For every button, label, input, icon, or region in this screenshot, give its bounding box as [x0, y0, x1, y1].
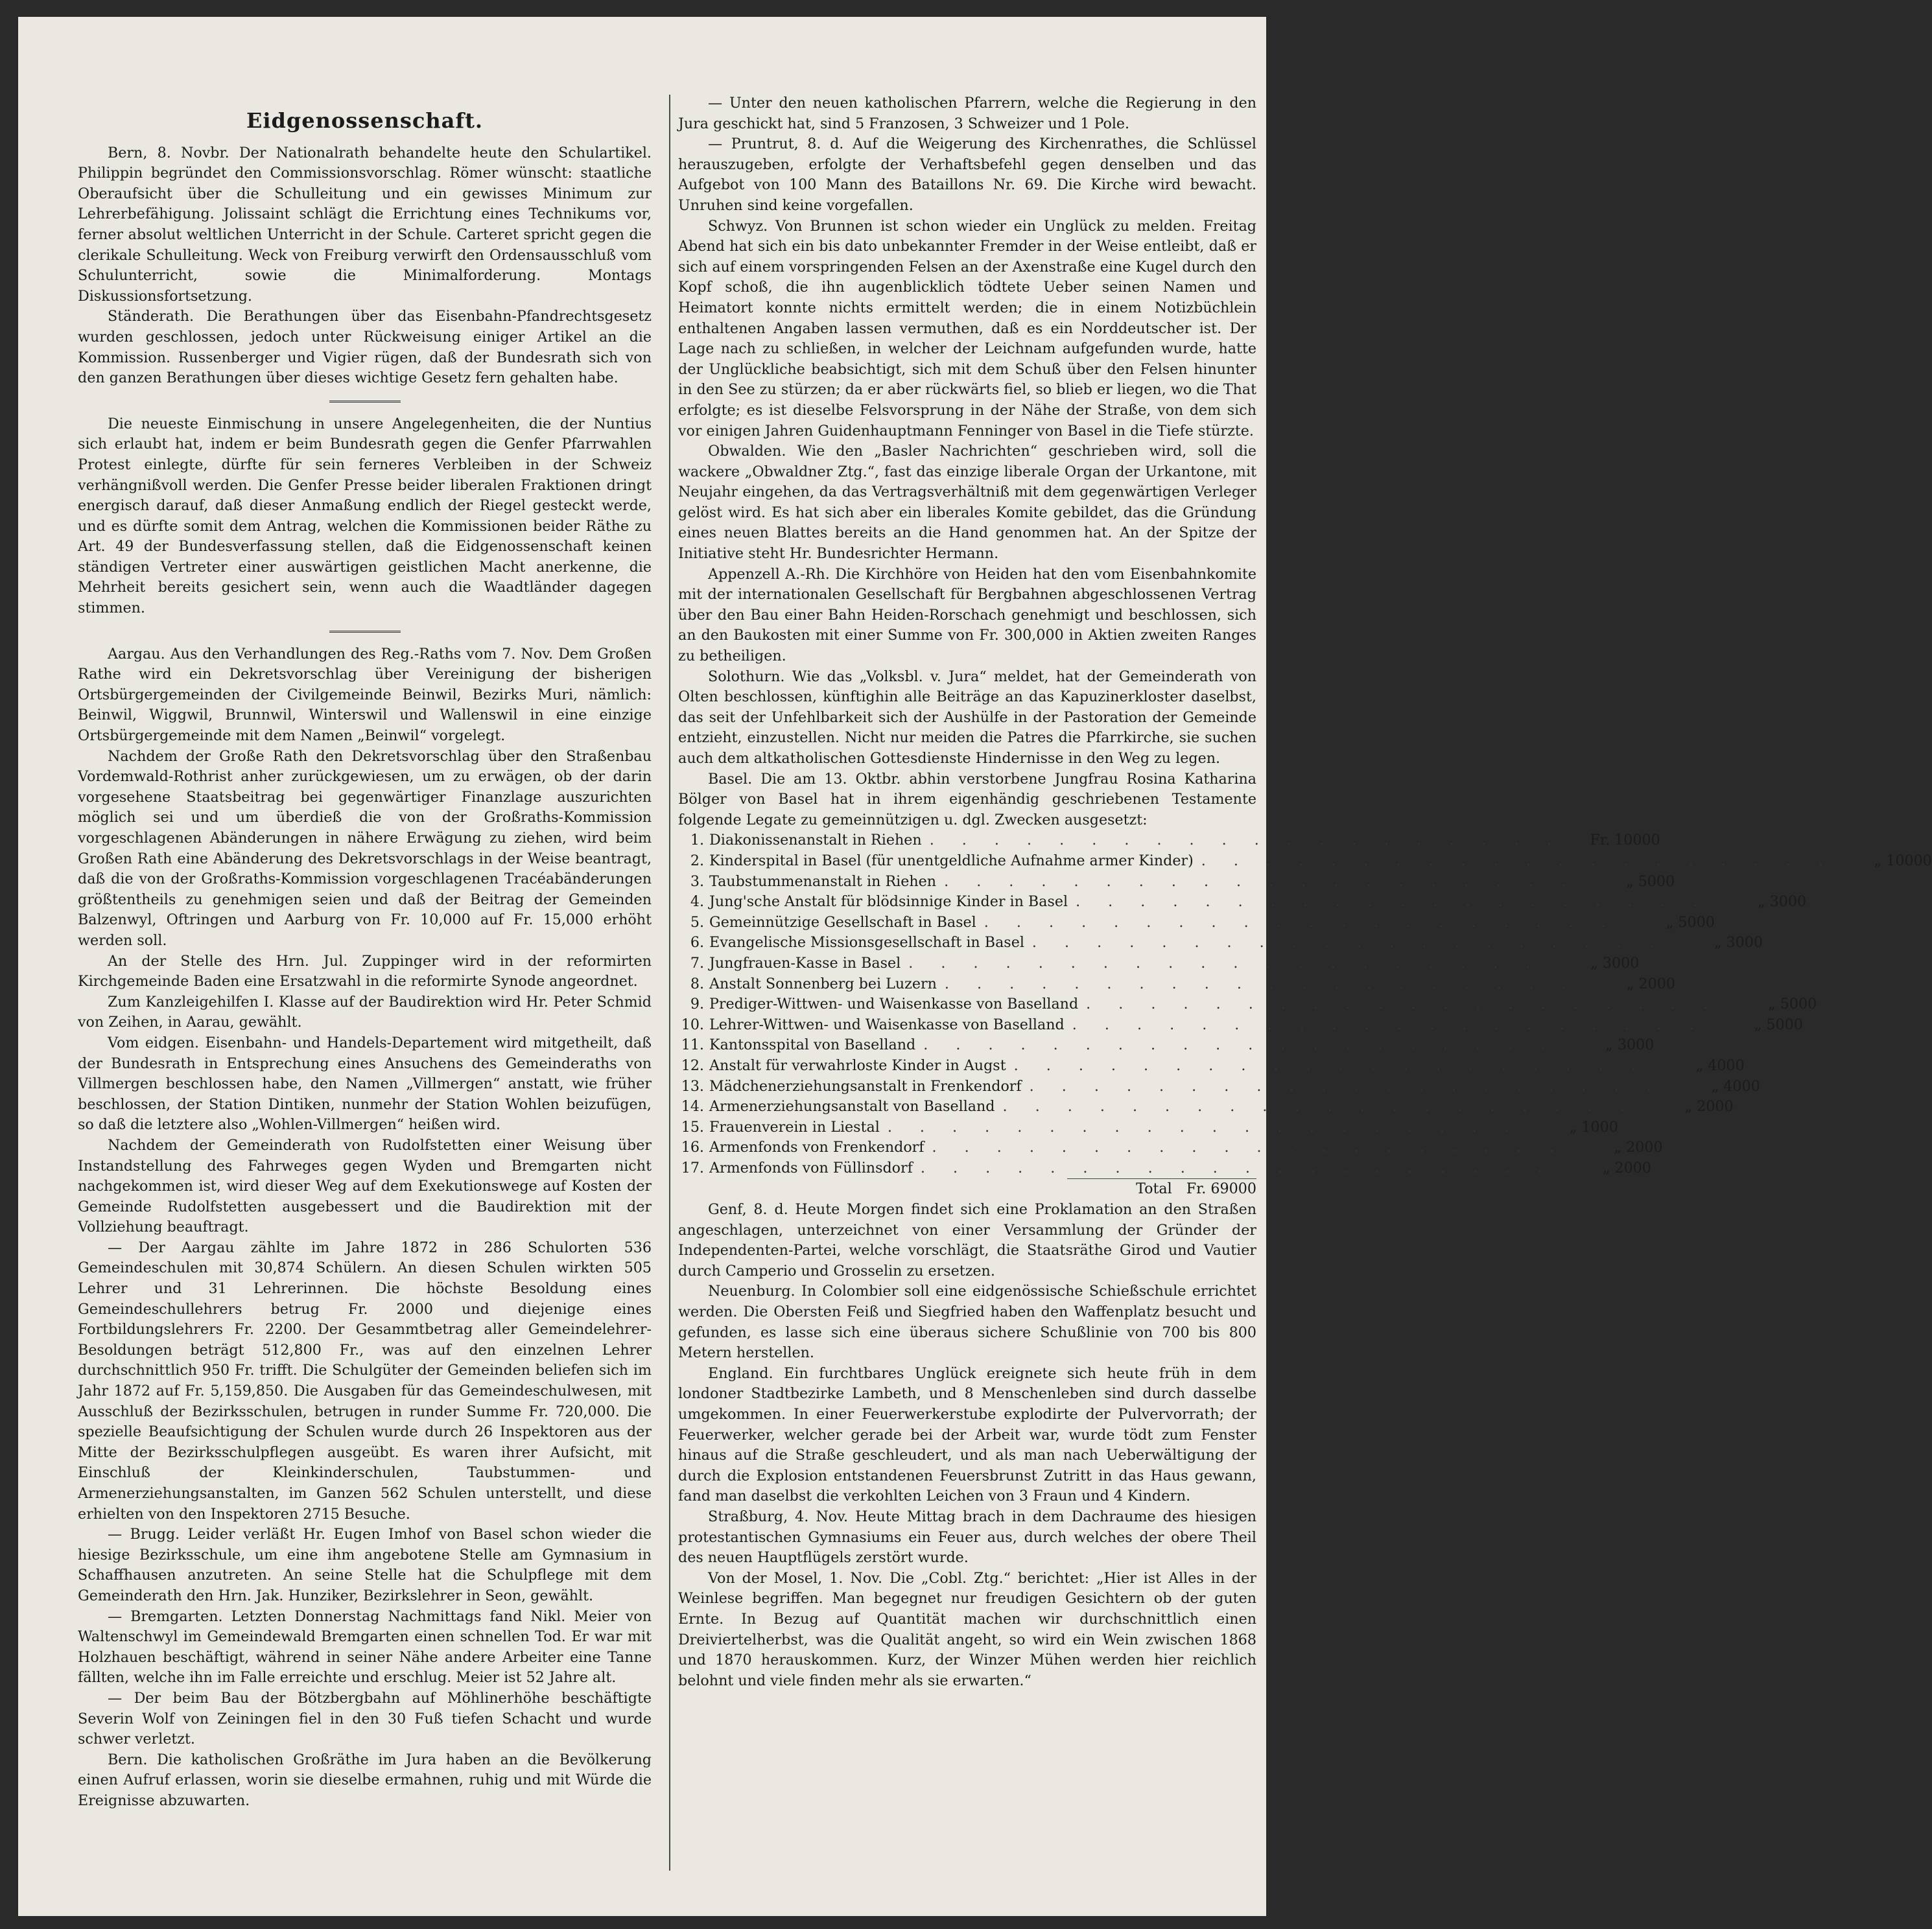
legate-number: 3.	[690, 872, 704, 890]
legate-number: 2.	[690, 852, 704, 869]
legate-text: Prediger-Wittwen- und Waisenkasse von Baselland	[709, 996, 1079, 1013]
legate-text: Armenfonds von Füllinsdorf	[709, 1159, 913, 1176]
legate-item	[678, 1077, 1760, 1097]
legate-amount: „ 5000	[1666, 913, 1715, 931]
article-strassenbau: Nachdem der Große Rath den Dekretsvorschlag über den Straßenbau Vordemwald-Rothrist anher zurückgewiesen, um zu erwägen, ob der darin vorgesehene Staatsbeitrag bei gegenwärtiger Finanzlage auszurichten möglich sei und um überdieß die von der Großraths-Kommission vorgeschlagenen Abänderungen in nähere Erwägung zu ziehen, wird beim Großen Rath eine Abänderung des Dekretsvorschlags in der Weise beantragt, daß die von der Großraths-Kommission vorgeschlagenen Tracéabänderungen größtentheils zu genehmigen seien und daß der Beitrag der Gemeinden Balzenwyl, Oftringen und Aarburg von Fr. 10,000 auf Fr. 15,000 erhöht werden soll.	[78, 747, 652, 949]
article-solothurn: Solothurn. Wie das „Volksbl. v. Jura“ meldet, hat der Gemeinderath von Olten beschlossen, künftighin alle Beiträge an das Kapuzinerkloster daselbst, das seit der Unfehlbarkeit sich der Aushülfe in der Pastoration der Gemeinde entzieht, einzustellen. Nicht nur meiden die Patres die Pfarrkirche, sie suchen auch dem altkatholischen Gottesdienste Hindernisse in den Weg zu legen.	[678, 668, 1256, 767]
legate-text: Evangelische Missionsgesellschaft in Basel	[709, 934, 1024, 952]
legate-item	[678, 1035, 1655, 1056]
legate-amount: „ 4000	[1711, 1077, 1760, 1095]
article-genf: Genf, 8. d. Heute Morgen findet sich eine Proklamation an den Straßen angeschlagen, unterzeichnet von einer Versammlung der Gründer der Independenten-Partei, welche vorschlägt, die Staatsräthe Girod und Vautier durch Camperio und Grosselin zu ersetzen.	[678, 1201, 1256, 1280]
legate-amount: „ 1000	[1569, 1118, 1618, 1136]
article-basel: Basel. Die am 13. Oktbr. abhin verstorbene Jungfrau Rosina Katharina Bölger von Basel hat in ihrem eigenhändig geschriebenen Testamente folgende Legate zu gemeinnützigen u. dgl. Zwecken ausgesetzt:	[678, 770, 1256, 828]
legate-item	[678, 892, 1807, 913]
legate-number: 11.	[681, 1036, 704, 1054]
legate-amount: „ 2000	[1614, 1139, 1663, 1156]
legate-amount: „ 3000	[1714, 934, 1763, 952]
legate-text: Armenfonds von Frenkendorf	[709, 1139, 925, 1156]
legate-item	[678, 1056, 1745, 1077]
legate-number: 1.	[690, 832, 704, 849]
legate-number: 4.	[690, 893, 704, 911]
legate-number: 15.	[681, 1118, 704, 1136]
divider	[329, 631, 401, 635]
article-appenzell: Appenzell A.-Rh. Die Kirchhöre von Heiden hat den vom Eisenbahnkomite mit der internationalen Gesellschaft für Bergbahnen abgeschlossenen Vertrag über den Bau einer Bahn Heiden-Rorschach genehmigt und beschlossen, sich an den Baukosten mit einer Summe von Fr. 300,000 in Aktien zweiten Ranges zu betheiligen.	[678, 565, 1256, 665]
right-column	[678, 93, 1932, 1691]
left-column	[78, 108, 652, 1812]
legate-item	[678, 1097, 1734, 1117]
legate-text: Jungfrauen-Kasse in Basel	[709, 954, 901, 972]
leader-dots: . . . . . . . . . . . . . . . . . . . .	[944, 975, 1578, 992]
article-nationalrath: Bern, 8. Novbr. Der Nationalrath behandelte heute den Schulartikel. Philippin begründet den Commissionsvorschlag. Römer wünscht: staatliche Oberaufsicht über die Schulleitung und ein gewisses Minimum zur Lehrerbefähigung. Jolissaint schlägt die Errichtung eines Technikums vor, ferner absolut weltlichen Unterricht in der Schule. Carteret spricht gegen die clerikale Schulleitung. Weck von Freiburg verwirft den Ordensausschluß vom Schulunterricht, sowie die Minimalforderung. Montags Diskussionsfortsetzung.	[78, 144, 652, 305]
article-england: England. Ein furchtbares Unglück ereignete sich heute früh in dem londoner Stadtbezirke Lambeth, und 8 Menschenleben sind durch dasselbe umgekommen. In einer Feuerwerkerstube explodirte der Pulvervorrath; der Feuerwerker, welcher gerade bei der Arbeit war, wurde tödt zum Fenster hinaus auf die Straße geschleudert, und als man nach Ueberwältigung der durch die Explosion entstandenen Feuersbrunst Zutritt in das Haus gewann, fand man daselbst die verkohlten Leichen von 3 Fraun und 4 Kindern.	[678, 1364, 1256, 1505]
article-bremgarten: — Bremgarten. Letzten Donnerstag Nachmittags fand Nikl. Meier von Waltenschwyl im Gemeindewald Bremgarten einen schnellen Tod. Er war mit Holzhauen beschäftigt, während in seiner Nähe andere Arbeiter eine Tanne fällten, welche ihn im Falle erreichte und erschlug. Meier ist 52 Jahre alt.	[78, 1608, 652, 1687]
legate-text: Armenerziehungsanstalt von Baselland	[709, 1098, 995, 1116]
leader-dots: . . . . . . . . . . . . . . . . . . . .	[887, 1118, 1521, 1136]
column-rule	[669, 95, 670, 1871]
legate-item	[678, 953, 1640, 974]
legate-item	[678, 1015, 1803, 1036]
legate-text: Kantonsspital von Baselland	[709, 1036, 916, 1054]
legate-amount: „ 2000	[1626, 975, 1675, 992]
legate-text: Anstalt für verwahrloste Kinder in Augst	[709, 1057, 1006, 1074]
legate-number: 10.	[681, 1016, 704, 1033]
legate-item	[678, 994, 1817, 1015]
section-title: Eidgenossenschaft.	[246, 108, 484, 133]
legate-text: Jung'sche Anstalt für blödsinnige Kinder in Basel	[709, 893, 1068, 911]
legate-item	[678, 1117, 1618, 1138]
legate-number: 9.	[690, 996, 704, 1013]
legate-text: Frauenverein in Liestal	[709, 1118, 880, 1136]
legate-item	[678, 933, 1763, 953]
article-neuenburg: Neuenburg. In Colombier soll eine eidgenössische Schießschule errichtet werden. Die Obersten Feiß und Siegfried haben den Waffenplatz besucht und gefunden, es lasse sich eine überaus sichere Schußlinie von 700 bis 800 Metern herstellen.	[678, 1283, 1256, 1362]
article-nuntius: Die neueste Einmischung in unsere Angelegenheiten, die der Nuntius sich erlaubt hat, indem er beim Bundesrath gegen die Genfer Pfarrwahlen Protest einlegte, dürfte für sein ferneres Verbleiben in der Schweiz verhängnißvoll werden. Die Genfer Presse beider liberalen Fraktionen dringt energisch darauf, daß dieser Anmaßung endlich der Riegel gesteckt werde, und es dürfte somit dem Antrag, welchen die Kommissionen beider Räthe zu Art. 49 der Bundesverfassung stellen, daß die Eidgenossenschaft keinen ständigen Vertreter einer auswärtigen geistlichen Macht anerkenne, die Mehrheit bereits gesichert sein, wenn auch die Waadtländer dagegen stimmen.	[78, 415, 652, 617]
article-obwalden: Obwalden. Wie den „Basler Nachrichten“ geschrieben wird, soll die wackere „Obwaldner Ztg.“, fast das einzige liberale Organ der Urkantone, mit Neujahr eingehen, da das Vertragsverhältniß mit dem gegenwärtigen Verleger gelöst wird. Es hat sich aber ein liberales Komite gebildet, das die Gründung eines neuen Blattes bereits an die Hand genommen hat. An der Spitze der Initiative steht Hr. Bundesrichter Hermann.	[678, 443, 1256, 563]
leader-dots: . . . . . . . . . . . . . . . . . . . .	[1076, 893, 1710, 911]
legate-item	[678, 1138, 1663, 1158]
legate-item	[678, 913, 1715, 933]
article-rudolfstetten: Nachdem der Gemeinderath von Rudolfstetten einer Weisung über Instandstellung des Fahrweges gegen Wyden und Bremgarten nicht nachgekommen ist, wird dieser Weg auf dem Exekutionswege auf Kosten der Gemeinde Rudolfstetten ausgebessert und die Baudirektion mit der Vollziehung beauftragt.	[78, 1136, 652, 1236]
divider	[329, 401, 401, 405]
article-bern-jura: Bern. Die katholischen Großräthe im Jura haben an die Bevölkerung einen Aufruf erlassen, worin sie dieselbe ermahnen, ruhig und mit Würde die Ereignisse abzuwarten.	[78, 1751, 652, 1809]
leader-dots: . . . . . . . . . . . . . . . . . . . .	[1029, 1077, 1663, 1095]
leader-dots: . . . . . . . . . . . . . . . . . . . .	[944, 872, 1578, 890]
total-value: Fr. 69000	[1186, 1180, 1256, 1198]
legate-item	[678, 830, 1660, 851]
legate-number: 14.	[681, 1098, 704, 1116]
leader-dots: . . . . . . . . . . . . . . . . . . . .	[1031, 934, 1666, 952]
leader-dots: . . . . . . . . . . . . . . . . . . . .	[1002, 1098, 1636, 1116]
legate-amount: „ 2000	[1602, 1159, 1651, 1176]
article-brugg: — Brugg. Leider verläßt Hr. Eugen Imhof von Basel schon wieder die hiesige Bezirksschule, um eine ihm angebotene Stelle am Gymnasium in Schaffhausen anzutreten. An seine Stelle hat die Schulpflege mit dem Gemeinderath den Hrn. Jak. Hunziker, Bezirkslehrer in Seon, gewählt.	[78, 1526, 652, 1604]
legate-number: 17.	[681, 1159, 704, 1176]
legate-item	[678, 1158, 1651, 1179]
leader-dots: . . . . . . . . . . . . . . . . . . . .	[929, 832, 1563, 849]
legate-text: Lehrer-Wittwen- und Waisenkasse von Baselland	[709, 1016, 1065, 1033]
legate-list	[678, 830, 1932, 1178]
legate-amount: „ 3000	[1590, 954, 1640, 972]
article-aargau: Aargau. Aus den Verhandlungen des Reg.-Raths vom 7. Nov. Dem Großen Rathe wird ein Dekretsvorschlag über Vereinigung der bisherigen Ortsbürgergemeinden der Civilgemeinde Beinwil, Bezirks Muri, nämlich: Beinwil, Wiggwil, Brunnwil, Winterswil und Wallenswil in eine einzige Ortsbürgergemeinde mit dem Namen „Beinwil“ vorgelegt.	[78, 645, 652, 745]
article-kanzleigehilfe: Zum Kanzleigehilfen I. Klasse auf der Baudirektion wird Hr. Peter Schmid von Zeihen, in Aarau, gewählt.	[78, 993, 652, 1031]
legate-item	[678, 974, 1675, 995]
leader-dots: . . . . . . . . . . . . . . . . . . . .	[923, 1036, 1557, 1054]
article-villmergen: Vom eidgen. Eisenbahn- und Handels-Departement wird mitgetheilt, daß der Bundesrath in Entsprechung eines Ansuchens des Gemeinderaths von Villmergen beschlossen habe, den Namen „Villmergen“ anstatt, wie früher beschlossen, der Station Dintiken, nunmehr der Station Wohlen beizufügen, so daß die letztere also „Wohlen-Villmergen“ heißen wird.	[78, 1034, 652, 1134]
legate-text: Taubstummenanstalt in Riehen	[709, 872, 937, 890]
legate-amount: „ 5000	[1754, 1016, 1803, 1033]
article-zuppinger: An der Stelle des Hrn. Jul. Zuppinger wird in der reformirten Kirchgemeinde Baden eine Ersatzwahl in die reformirte Synode angeordnet.	[78, 952, 652, 990]
article-mosel: Von der Mosel, 1. Nov. Die „Cobl. Ztg.“ berichtet: „Hier ist Alles in der Weinlese begriffen. Man begegnet nur freudigen Gesichtern ob der guten Ernte. In Bezug auf Quantität machen wir durchschnittlich einen Dreiviertelherbst, was die Qualität angeht, so wird ein Wein zwischen 1868 und 1870 herauskommen. Kurz, der Winzer Mühen werden hier reichlich belohnt und viele finden mehr als sie erwarten.“	[678, 1569, 1256, 1689]
legate-amount: „ 4000	[1695, 1057, 1745, 1074]
legate-amount: „ 10000	[1874, 852, 1932, 869]
legate-amount: „ 5000	[1768, 996, 1817, 1013]
legate-text: Diakonissenanstalt in Riehen	[709, 832, 922, 849]
legate-item	[678, 851, 1932, 872]
leader-dots: . . . . . . . . . . . . . . . . . . . .	[1072, 1016, 1706, 1033]
legate-number: 16.	[681, 1139, 704, 1156]
legate-amount: Fr. 10000	[1590, 832, 1660, 849]
legate-text: Kinderspital in Basel (für unentgeldliche Aufnahme armer Kinder)	[709, 852, 1194, 869]
article-pruntrut: — Pruntrut, 8. d. Auf die Weigerung des Kirchenrathes, die Schlüssel herauszugeben, erfolgte der Verhaftsbefehl gegen denselben und das Aufgebot von 100 Mann des Bataillons Nr. 69. Die Kirche wird bewacht. Unruhen sind keine vorgefallen.	[678, 135, 1256, 214]
legate-number: 12.	[681, 1057, 704, 1074]
leader-dots: . . . . . . . . . . . . . . . . . . . .	[984, 913, 1618, 931]
legate-amount: „ 5000	[1626, 872, 1675, 890]
leader-dots: . . . . . . . . . . . . . . . . . . . .	[1086, 996, 1720, 1013]
legate-number: 5.	[690, 913, 704, 931]
article-schulstatistik: — Der Aargau zählte im Jahre 1872 in 286 Schulorten 536 Gemeindeschulen mit 30,874 Schülern. An diesen Schulen wirkten 505 Lehrer und 31 Lehrerinnen. Die höchste Besoldung eines Gemeindeschullehrers betrug Fr. 2000 und diejenige eines Fortbildungslehrers Fr. 2200. Der Gesammtbetrag aller Gemeindelehrer-Besoldungen beträgt 512,800 Fr., was auf den einzelnen Lehrer durchschnittlich 950 Fr. trifft. Die Schulgüter der Gemeinden beliefen sich im Jahr 1872 auf Fr. 5,159,850. Die Ausgaben für das Gemeindeschulwesen, mit Ausschluß der Bezirksschulen, betrugen in runder Summe Fr. 720,000. Die spezielle Beaufsichtigung der Schulen wurde durch 26 Inspektoren aus der Mitte der Bezirksschulpflegen ausgeübt. Es waren ihrer Aufsicht, mit Einschluß der Kleinkinderschulen, Taubstummen- und Armenerziehungsanstalten, im Ganzen 562 Schulen unterstellt, und diese erhielten von den Inspektoren 2715 Besuche.	[78, 1239, 652, 1523]
article-pfarrer: — Unter den neuen katholischen Pfarrern, welche die Regierung in den Jura geschickt hat, sind 5 Franzosen, 3 Schweizer und 1 Pole.	[678, 95, 1256, 132]
total-label: Total	[1136, 1180, 1172, 1198]
leader-dots: . . . . . . . . . . . . . . . . . . . .	[1201, 852, 1835, 869]
legate-number: 6.	[690, 934, 704, 952]
legate-item	[678, 872, 1675, 893]
legate-amount: „ 2000	[1684, 1098, 1734, 1116]
leader-dots: . . . . . . . . . . . . . . . . . . . .	[1013, 1057, 1647, 1074]
legate-amount: „ 3000	[1605, 1036, 1655, 1054]
legate-text: Gemeinnützige Gesellschaft in Basel	[709, 913, 976, 931]
leader-dots: . . . . . . . . . . . . . . . . . . . .	[920, 1159, 1554, 1176]
legate-number: 8.	[690, 975, 704, 992]
article-boetzbergbahn: — Der beim Bau der Bötzbergbahn auf Möhlinerhöhe beschäftigte Severin Wolf von Zeiningen fiel in den 30 Fuß tiefen Schacht und wurde schwer verletzt.	[78, 1689, 652, 1748]
leader-dots: . . . . . . . . . . . . . . . . . . . .	[932, 1139, 1566, 1156]
legate-text: Mädchenerziehungsanstalt in Frenkendorf	[709, 1077, 1022, 1095]
legate-text: Anstalt Sonnenberg bei Luzern	[709, 975, 937, 992]
newspaper-page	[18, 17, 1932, 1916]
article-schwyz: Schwyz. Von Brunnen ist schon wieder ein Unglück zu melden. Freitag Abend hat sich ein bis dato unbekannter Fremder in der Weise entleibt, daß er sich auf einem vorspringenden Felsen an der Axenstraße eine Kugel durch den Kopf schoß, die ihn augenblicklich tödtete Ueber seinen Namen und Heimatort konnte nichts ermittelt werden; die in einem Notizbüchlein enthaltenen Angaben lassen vermuthen, daß es ein Norddeutscher ist. Der Lage nach zu schließen, in welcher der Leichnam aufgefunden wurde, hatte der Unglückliche beabsichtigt, sich mit dem Schuß über den Felsen hinunter in den See zu stürzen; da er aber rückwärts fiel, so blieb er liegen, wo die That erfolgte; es ist dieselbe Felsvorsprung in der Nähe der Straße, von dem sich vor einigen Jahren Guidenhauptmann Fenninger von Basel in die Tiefe stürzte.	[678, 217, 1256, 439]
legate-number: 13.	[681, 1077, 704, 1095]
legate-amount: „ 3000	[1758, 893, 1807, 911]
article-strassburg: Straßburg, 4. Nov. Heute Mittag brach in dem Dachraume des hiesigen protestantischen Gymnasiums ein Feuer aus, durch welches der obere Theil des neuen Hauptflügels zerstört wurde.	[678, 1508, 1256, 1567]
legate-total	[1067, 1178, 1256, 1200]
article-staenderath: Ständerath. Die Berathungen über das Eisenbahn-Pfandrechtsgesetz wurden geschlossen, jedoch unter Rückweisung einiger Artikel an die Kommission. Russenberger und Vigier rügen, daß der Bundesrath sich von den ganzen Berathungen über dieses wichtige Gesetz fern gehalten habe.	[78, 308, 652, 387]
leader-dots: . . . . . . . . . . . . . . . . . . . .	[908, 954, 1542, 972]
legate-number: 7.	[690, 954, 704, 972]
